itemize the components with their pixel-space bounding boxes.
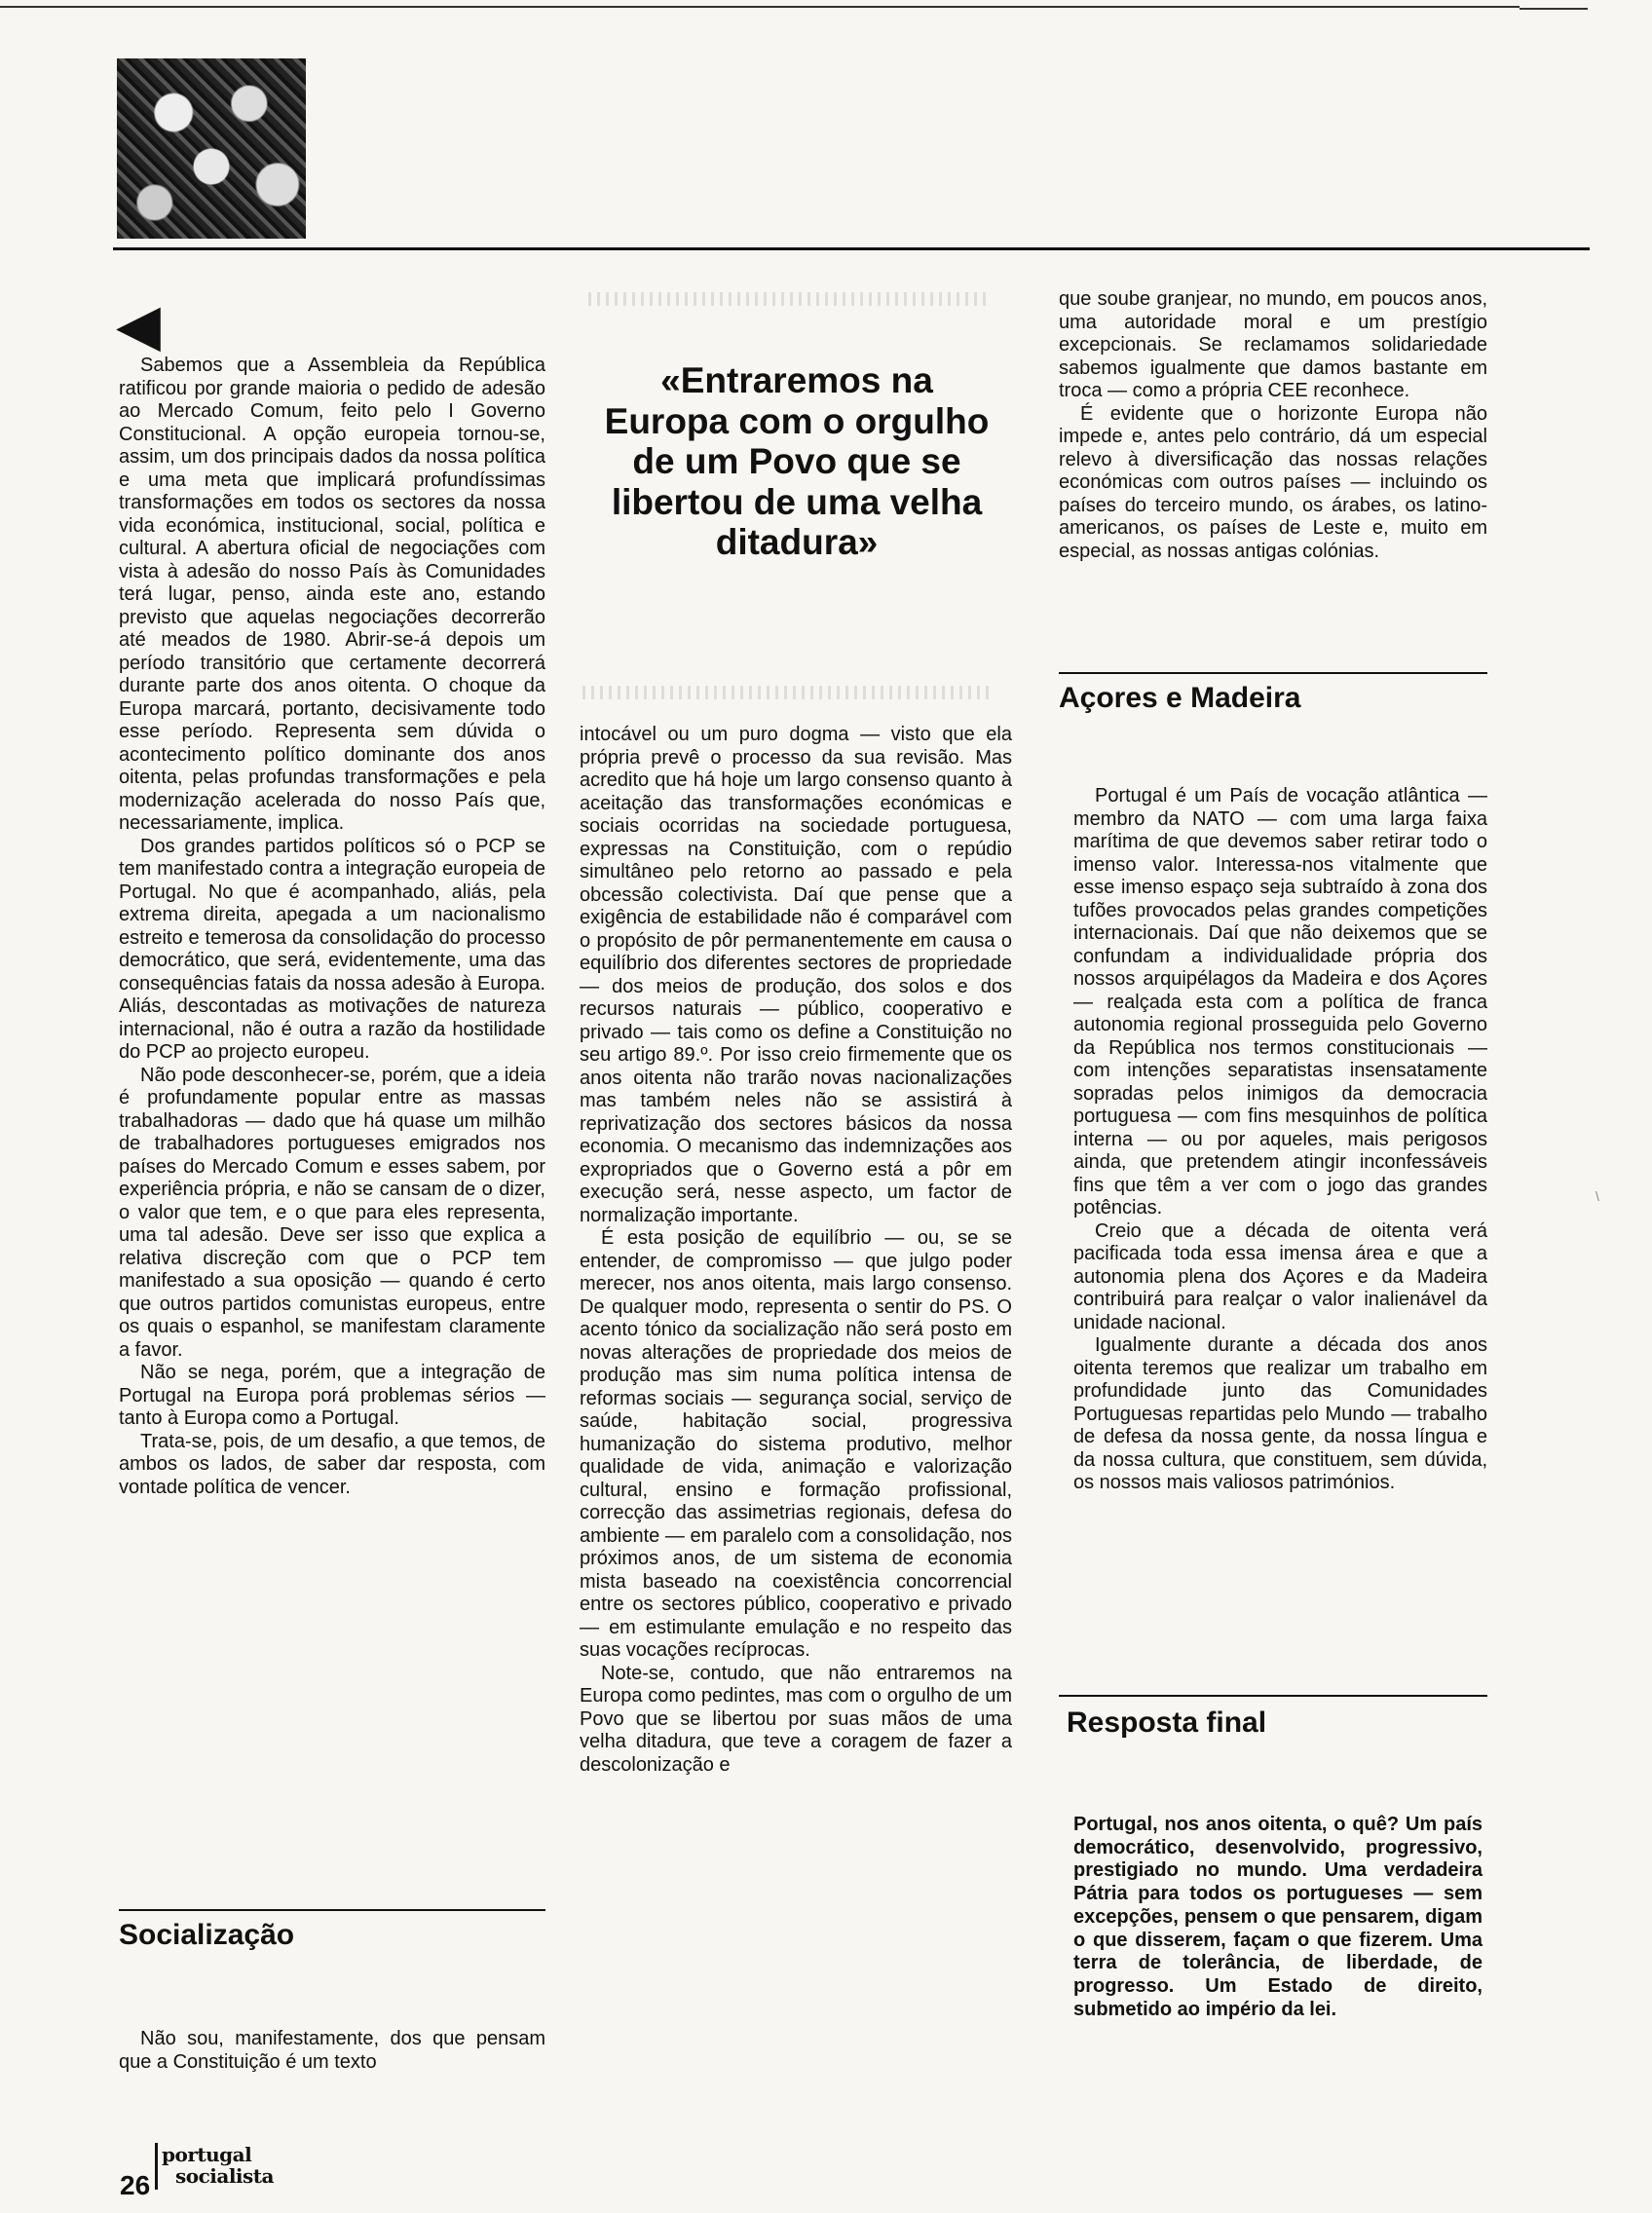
col2-paragraph: intocável ou um puro dogma — visto que ela própria prevê o processo da sua revisão. Mas acredito que há hoje um largo consenso quanto à aceitação das transformações económicas e sociais ocorridas na sociedade portuguesa, expressas na Constituição, com o repúdio simultâneo pelo retorno ao passado e pela obcessão colectivista. Daí que pense que a exigência de estabilidade não é comparável com o propósito de pôr permanentemente em causa o equilíbrio dos diferentes sectores de propriedade — dos meios de produção, dos solos e dos recursos naturais — público, cooperativo e privado — tais como os define a Constituição no seu artigo 89.º. Por isso creio firmemente que os anos oitenta não trarão novas nacionalizações mas também neles não se assistirá à reprivatização dos sectores básicos da nossa economia. O mecanismo das indemnizações aos expropriados que o Governo está a pôr em execução será, nesse aspecto, um factor de normalização importante. (580, 724, 1012, 1226)
column-2 (580, 724, 1012, 1777)
final-answer (1073, 1814, 1483, 2021)
section-rule (1059, 1695, 1487, 1697)
quote-mark-icon: ◀ (118, 294, 161, 356)
pull-quote: «Entraremos na Europa com o orgulho de um Povo que se libertou de uma velha ditadura» (604, 360, 990, 562)
logo-line-1: portugal (162, 2143, 252, 2166)
photo-collage-image (117, 58, 306, 239)
top-rule-right (1520, 8, 1588, 10)
margin-mark: \ (1596, 1188, 1599, 1204)
header-rule (113, 247, 1590, 250)
column-3 (1059, 288, 1487, 563)
col1-continuation (119, 2028, 545, 2074)
publication-logo (162, 2144, 274, 2187)
col1-paragraph: Sabemos que a Assembleia da República ratificou por grande maioria o pedido de adesão ao Mercado Comum, feito pelo I Governo Constitucional. A opção europeia tornou-se, assim, um dos principais dados da nossa política e uma meta que implicará profundíssimas transformações em todos os sectores da nossa vida económica, institucional, social, política e cultural. A abertura oficial de negociações com vista à adesão do nosso País às Comunidades terá lugar, penso, ainda este ano, estando previsto que aquelas negociações decorrerão até meados de 1980. Abrir-se-á depois um período transitório que certamente decorrerá durante parte dos anos oitenta. O choque da Europa marcará, portanto, decisivamente todo esse período. Representa sem dúvida o acontecimento político dominante dos anos oitenta, pelas profundas transformações e pela modernização acelerada do nosso País que, necessariamente, implica. (119, 355, 545, 834)
heading-resposta-final: Resposta final (1067, 1707, 1267, 1739)
heading-acores-madeira: Açores e Madeira (1059, 682, 1301, 714)
final-paragraph: Portugal, nos anos oitenta, o quê? Um país democrático, desenvolvido, progressivo, prestigiado no mundo. Uma verdadeira Pátria para todos os portugueses — sem excepções, pensem o que pensarem, digam o que disserem, façam o que fizerem. Uma terra de tolerância, de liberdade, de progresso. Um Estado de direito, submetido ao império da lei. (1073, 1814, 1483, 2020)
col1-paragraph: Dos grandes partidos políticos só o PCP se tem manifestado contra a integração europeia de Portugal. No que é acompanhado, aliás, pela extrema direita, apegada a um nacionalismo estreito e temerosa da consolidação do processo democrático, que será, evidentemente, uma das consequências fatais da nossa adesão à Europa. Aliás, descontadas as motivações de natureza internacional, não é outra a razão da hostilidade do PCP ao projecto europeu. (119, 835, 545, 1063)
col1-after-heading: Não sou, manifestamente, dos que pensam que a Constituição é um texto (119, 2028, 545, 2073)
col2-paragraph: É esta posição de equilíbrio — ou, se se entender, de compromisso — que julgo poder merecer, nos anos oitenta, mais largo consenso. De qualquer modo, representa o sentir do PS. O acento tónico da socialização não será posto em novas alterações de propriedade dos meios de produção mas sim numa política intensa de reformas sociais — segurança social, serviço de saúde, habitação social, progressiva humanização do sistema produtivo, melhor qualidade de vida, animação e valorização cultural, ensino e formação profissional, correcção das assimetrias regionais, defesa do ambiente — em paralelo com a consolidação, nos próximos anos, de um sistema de economia mista baseado na coexistência concorrencial entre os sectores público, cooperativo e privado — em estimulante emulação e no respeito das suas vocações recíprocas. (580, 1227, 1012, 1661)
col2-paragraph: Note-se, contudo, que não entraremos na Europa como pedintes, mas com o orgulho de um Povo que se libertou por suas mãos de uma velha ditadura, que teve a coragem de fazer a descolonização e (580, 1662, 1012, 1776)
pull-quote-decoration (588, 292, 988, 306)
footer-divider (155, 2143, 158, 2190)
col3-paragraph: Portugal é um País de vocação atlântica — membro da NATO — com uma larga faixa marítima de que devemos saber retirar todo o imenso valor. Interessa-nos vitalmente que esse imenso espaço seja subtraído à zona dos tufões provocados pelas grandes competições internacionais. Daí que não deixemos que se confundam a individualidade própria dos nossos arquipélagos da Madeira e dos Açores — realçada esta com a política de franca autonomia regional prosseguida pelo Governo da República nos termos constitucionais — com intenções separatistas insensatamente sopradas pelos inimigos da democracia portuguesa — com fins mesquinhos de política interna — ou por aqueles, mais perigosos ainda, que pretendem atingir inconfessáveis fins que têm a ver com o jogo das grandes potências. (1073, 785, 1487, 1219)
logo-line-2: socialista (175, 2164, 274, 2188)
col1-paragraph: Não se nega, porém, que a integração de Portugal na Europa porá problemas sérios — tanto à Europa como a Portugal. (119, 1362, 545, 1429)
col3-paragraph: Creio que a década de oitenta verá pacificada toda essa imensa área e que a autonomia plena dos Açores e da Madeira contribuirá para realçar o valor inalienável da unidade nacional. (1073, 1219, 1487, 1333)
pull-quote-decoration (582, 686, 992, 699)
col3-paragraph: que soube granjear, no mundo, em poucos anos, uma autoridade moral e um prestígio excepcionais. Se reclamamos solidariedade sabemos igualmente que damos bastante em troca — como a própria CEE reconhece. (1059, 288, 1487, 401)
heading-socializacao: Socialização (119, 1919, 295, 1951)
page-number: 26 (120, 2170, 151, 2200)
section-rule (1059, 672, 1487, 674)
section-rule (119, 1909, 545, 1911)
column-1 (119, 355, 545, 1499)
top-rule (0, 6, 1520, 8)
col1-paragraph: Trata-se, pois, de um desafio, a que temos, de ambos os lados, de saber dar resposta, com vontade política de vencer. (119, 1430, 545, 1498)
column-3-section-2 (1073, 785, 1487, 1495)
col3-paragraph: Igualmente durante a década dos anos oitenta teremos que realizar um trabalho em profundidade junto das Comunidades Portuguesas repartidas pelo Mundo — trabalho de defesa da nossa gente, da nossa língua e da nossa cultura, que constituem, sem dúvida, os nossos mais valiosos patrimónios. (1073, 1334, 1487, 1493)
col3-paragraph: É evidente que o horizonte Europa não impede e, antes pelo contrário, dá um especial relevo à diversificação das nossas relações económicas com outros países — incluindo os países do terceiro mundo, os árabes, os latino-americanos, os países de Leste e, muito em especial, as nossas antigas colónias. (1059, 402, 1487, 562)
col1-paragraph: Não pode desconhecer-se, porém, que a ideia é profundamente popular entre as massas trabalhadoras — dado que há quase um milhão de trabalhadores portugueses emigrados nos países do Mercado Comum e esses sabem, por experiência própria, e não se cansam de o dizer, o valor que tem, e o que para eles representa, uma tal adesão. Deve ser isso que explica a relativa discreção com que o PCP tem manifestado a sua oposição — quando é certo que outros partidos comunistas europeus, entre os quais o espanhol, se manifestam claramente a favor. (119, 1064, 545, 1361)
